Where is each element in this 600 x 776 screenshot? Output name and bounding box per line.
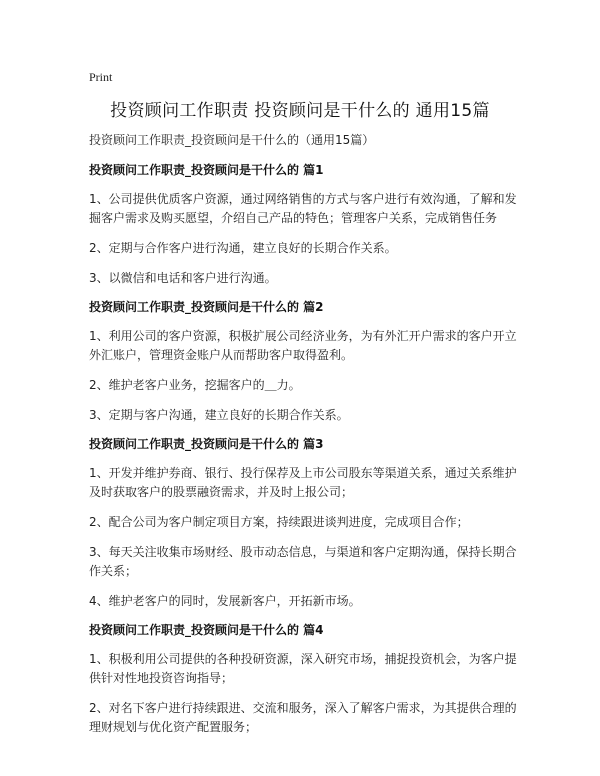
- paragraph: 3、每天关注收集市场财经、股市动态信息，与渠道和客户定期沟通，保持长期合作关系；: [89, 545, 517, 578]
- paragraph: 4、维护老客户的同时，发展新客户，开拓新市场。: [89, 594, 361, 608]
- section-heading: 投资顾问工作职责_投资顾问是干什么的 篇2: [89, 300, 324, 314]
- paragraph: 1、利用公司的客户资源，积极扩展公司经济业务，为有外汇开户需求的客户开立外汇账户，管理资金账户从而帮助客户取得盈利。: [89, 329, 517, 362]
- paragraph: 3、定期与客户沟通，建立良好的长期合作关系。: [89, 408, 349, 422]
- page-title: 投资顾问工作职责 投资顾问是干什么的 通用15篇: [110, 101, 490, 121]
- document-subtitle: 投资顾问工作职责_投资顾问是干什么的（通用15篇）: [89, 133, 375, 147]
- paragraph: 2、配合公司为客户制定项目方案，持续跟进谈判进度，完成项目合作；: [89, 515, 469, 529]
- section-heading: 投资顾问工作职责_投资顾问是干什么的 篇3: [89, 437, 324, 451]
- paragraph: 2、定期与合作客户进行沟通，建立良好的长期合作关系。: [89, 241, 397, 255]
- paragraph: 2、维护老客户业务，挖掘客户的＿力。: [89, 378, 301, 392]
- section-3: [89, 436, 519, 611]
- paragraph: 2、对名下客户进行持续跟进、交流和服务，深入了解客户需求，为其提供合理的理财规划与优化资产配置服务；: [89, 701, 517, 734]
- section-1: [89, 162, 519, 288]
- paragraph: 1、积极利用公司提供的各种投研资源，深入研究市场，捕捉投资机会，为客户提供针对性地投资咨询指导；: [89, 652, 517, 685]
- paragraph: 1、公司提供优质客户资源，通过网络销售的方式与客户进行有效沟通，了解和发掘客户需求及购买愿望，介绍自己产品的特色；管理客户关系，完成销售任务: [89, 192, 517, 225]
- print-link[interactable]: Print: [89, 70, 113, 84]
- paragraph: 1、开发并维护券商、银行、投行保荐及上市公司股东等渠道关系，通过关系维护及时获取客户的股票融资需求，并及时上报公司；: [89, 466, 517, 499]
- section-4: [89, 622, 519, 737]
- section-2: [89, 299, 519, 425]
- section-heading: 投资顾问工作职责_投资顾问是干什么的 篇1: [89, 163, 324, 177]
- section-heading: 投资顾问工作职责_投资顾问是干什么的 篇4: [89, 623, 324, 637]
- document-body: [89, 132, 519, 748]
- paragraph: 3、以微信和电话和客户进行沟通。: [89, 271, 277, 285]
